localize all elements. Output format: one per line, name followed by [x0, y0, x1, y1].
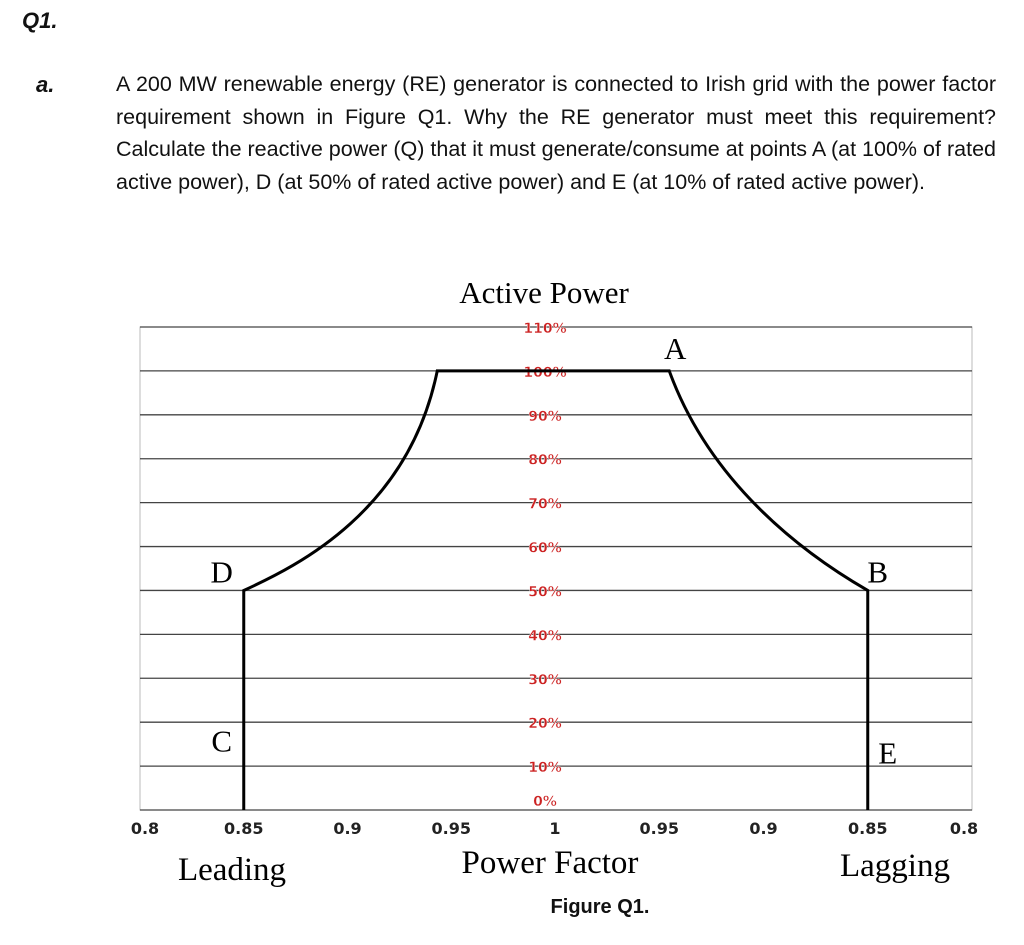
x-tick-label: 0.85 [224, 819, 264, 838]
y-tick-label: 0% [533, 794, 557, 810]
pq-chart [0, 255, 1024, 895]
point-label-d: D [210, 554, 233, 590]
x-tick-label: 0.9 [749, 819, 778, 838]
lagging-label: Lagging [840, 848, 950, 884]
point-label-c: C [211, 723, 233, 759]
x-tick-label: 0.9 [333, 819, 362, 838]
plot-frame [140, 327, 972, 810]
y-tick-label: 10% [528, 760, 562, 777]
x-tick-label: 0.95 [431, 819, 471, 838]
chart-area [131, 321, 978, 838]
y-tick-label: 60% [528, 540, 562, 557]
x-tick-label: 0.8 [130, 819, 160, 838]
point-label-a: A [664, 330, 687, 366]
figure-caption: Figure Q1. [550, 896, 650, 918]
x-tick-label: 1 [549, 819, 561, 838]
leading-label: Leading [177, 852, 287, 888]
y-tick-label: 50% [528, 584, 562, 601]
x-tick-label: 0.95 [639, 819, 679, 838]
x-tick-label: 0.8 [949, 819, 979, 838]
y-tick-label: 100% [523, 364, 567, 381]
y-tick-label: 70% [528, 496, 562, 513]
x-tick-label: 0.85 [848, 819, 888, 838]
point-label-b: B [867, 554, 889, 590]
question-text: A 200 MW renewable energy (RE) generator is connected to Irish grid with the power factor requirement shown in Figure Q1. Why the RE generator must meet this requirement? Calculate the reactive power (Q) that it must generate/consume at points A (at 100% of rated active power), D (at 50% of rated active power) and E (at 10% of rated active power). [116, 72, 996, 194]
y-tick-label: 110% [523, 321, 567, 337]
x-axis-title: Power Factor [461, 845, 639, 881]
y-tick-label: 20% [528, 716, 562, 733]
point-label-e: E [878, 735, 898, 771]
y-tick-label: 90% [528, 408, 562, 425]
y-tick-label: 40% [528, 628, 562, 645]
part-label: a. [36, 72, 55, 97]
figure-caption-wrap [0, 896, 1024, 919]
y-tick-label: 80% [528, 452, 562, 469]
question-number: Q1. [22, 8, 58, 33]
chart-title: Active Power [459, 275, 629, 310]
y-tick-label: 30% [528, 672, 562, 689]
